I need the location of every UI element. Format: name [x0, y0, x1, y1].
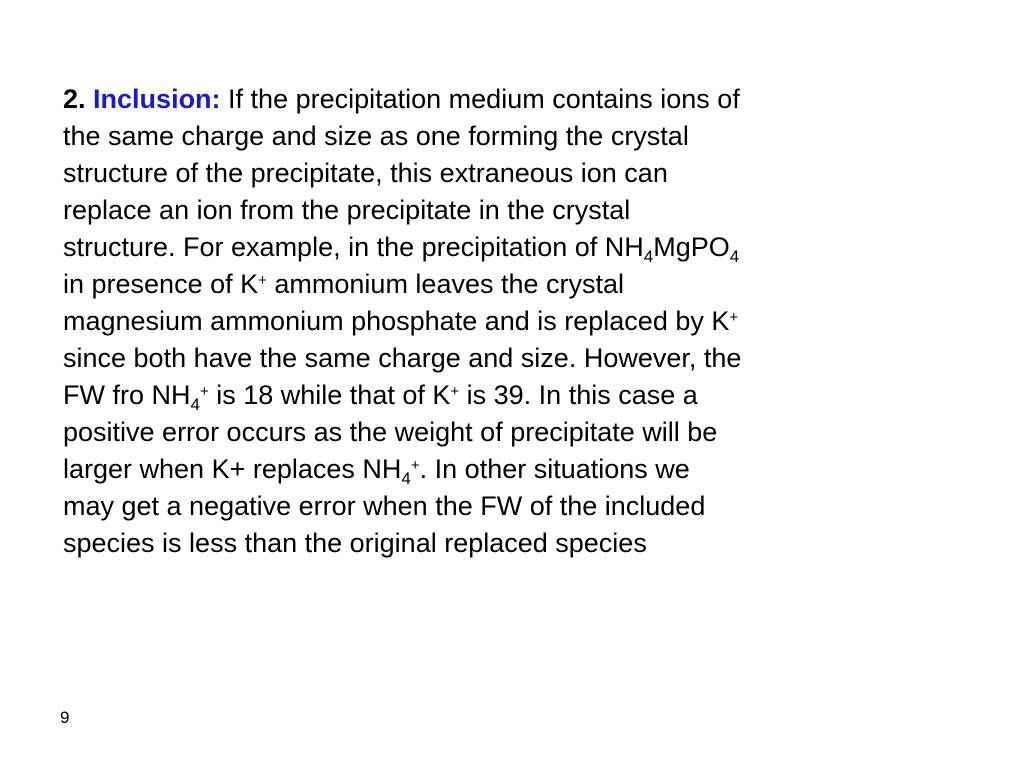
point-heading: Inclusion: [93, 84, 221, 114]
body-line [63, 525, 973, 562]
body-line [63, 377, 973, 414]
text-segment: + [729, 309, 739, 326]
body-line [63, 488, 973, 525]
body-line [63, 303, 973, 340]
point-number: 2. [63, 84, 86, 114]
text-segment: + [410, 457, 420, 474]
body-line [63, 118, 973, 155]
text-segment: is 18 while that of K [208, 380, 451, 410]
text-segment: 4 [729, 247, 740, 266]
text-segment: is 39. In this case a [459, 380, 698, 410]
text-segment: the same charge and size as one forming the crystal [63, 121, 689, 151]
text-segment: . In other situations we [419, 454, 690, 484]
body-line [221, 84, 740, 114]
text-segment: larger when K+ replaces NH [63, 454, 402, 484]
page-number: 9 [60, 708, 70, 727]
body-line [63, 266, 973, 303]
bullet-point-inclusion [63, 81, 973, 562]
point-body [63, 84, 973, 562]
body-line [63, 155, 973, 192]
text-segment: MgPO [653, 232, 730, 262]
text-segment: 4 [401, 469, 411, 488]
text-segment: + [450, 383, 460, 400]
text-segment: If the precipitation medium contains ions of [220, 84, 740, 114]
body-line [63, 192, 973, 229]
text-segment: positive error occurs as the weight of precipitate will be [63, 417, 718, 447]
body-line [63, 414, 973, 451]
text-segment: replace an ion from the precipitate in the crystal [63, 195, 631, 225]
body-line [63, 340, 973, 377]
text-segment: structure. For example, in the precipitation of NH [63, 232, 644, 262]
text-segment: + [258, 272, 267, 289]
text-segment: structure of the precipitate, this extraneous ion can [63, 158, 668, 188]
body-line [63, 229, 973, 266]
text-segment: FW fro NH [63, 380, 191, 410]
text-segment: 4 [190, 395, 200, 414]
slide-body [63, 81, 973, 562]
text-segment: ammonium leaves the crystal [266, 269, 625, 299]
text-segment: species is less than the original replaced species [63, 528, 647, 558]
text-segment: 4 [643, 247, 654, 266]
text-segment: magnesium ammonium phosphate and is replaced by K [63, 306, 730, 336]
text-segment: since both have the same charge and size. However, the [63, 343, 742, 373]
body-line [63, 451, 973, 488]
text-segment: may get a negative error when the FW of the included [63, 491, 706, 521]
text-segment: + [199, 383, 209, 400]
text-segment: in presence of K [63, 269, 259, 299]
